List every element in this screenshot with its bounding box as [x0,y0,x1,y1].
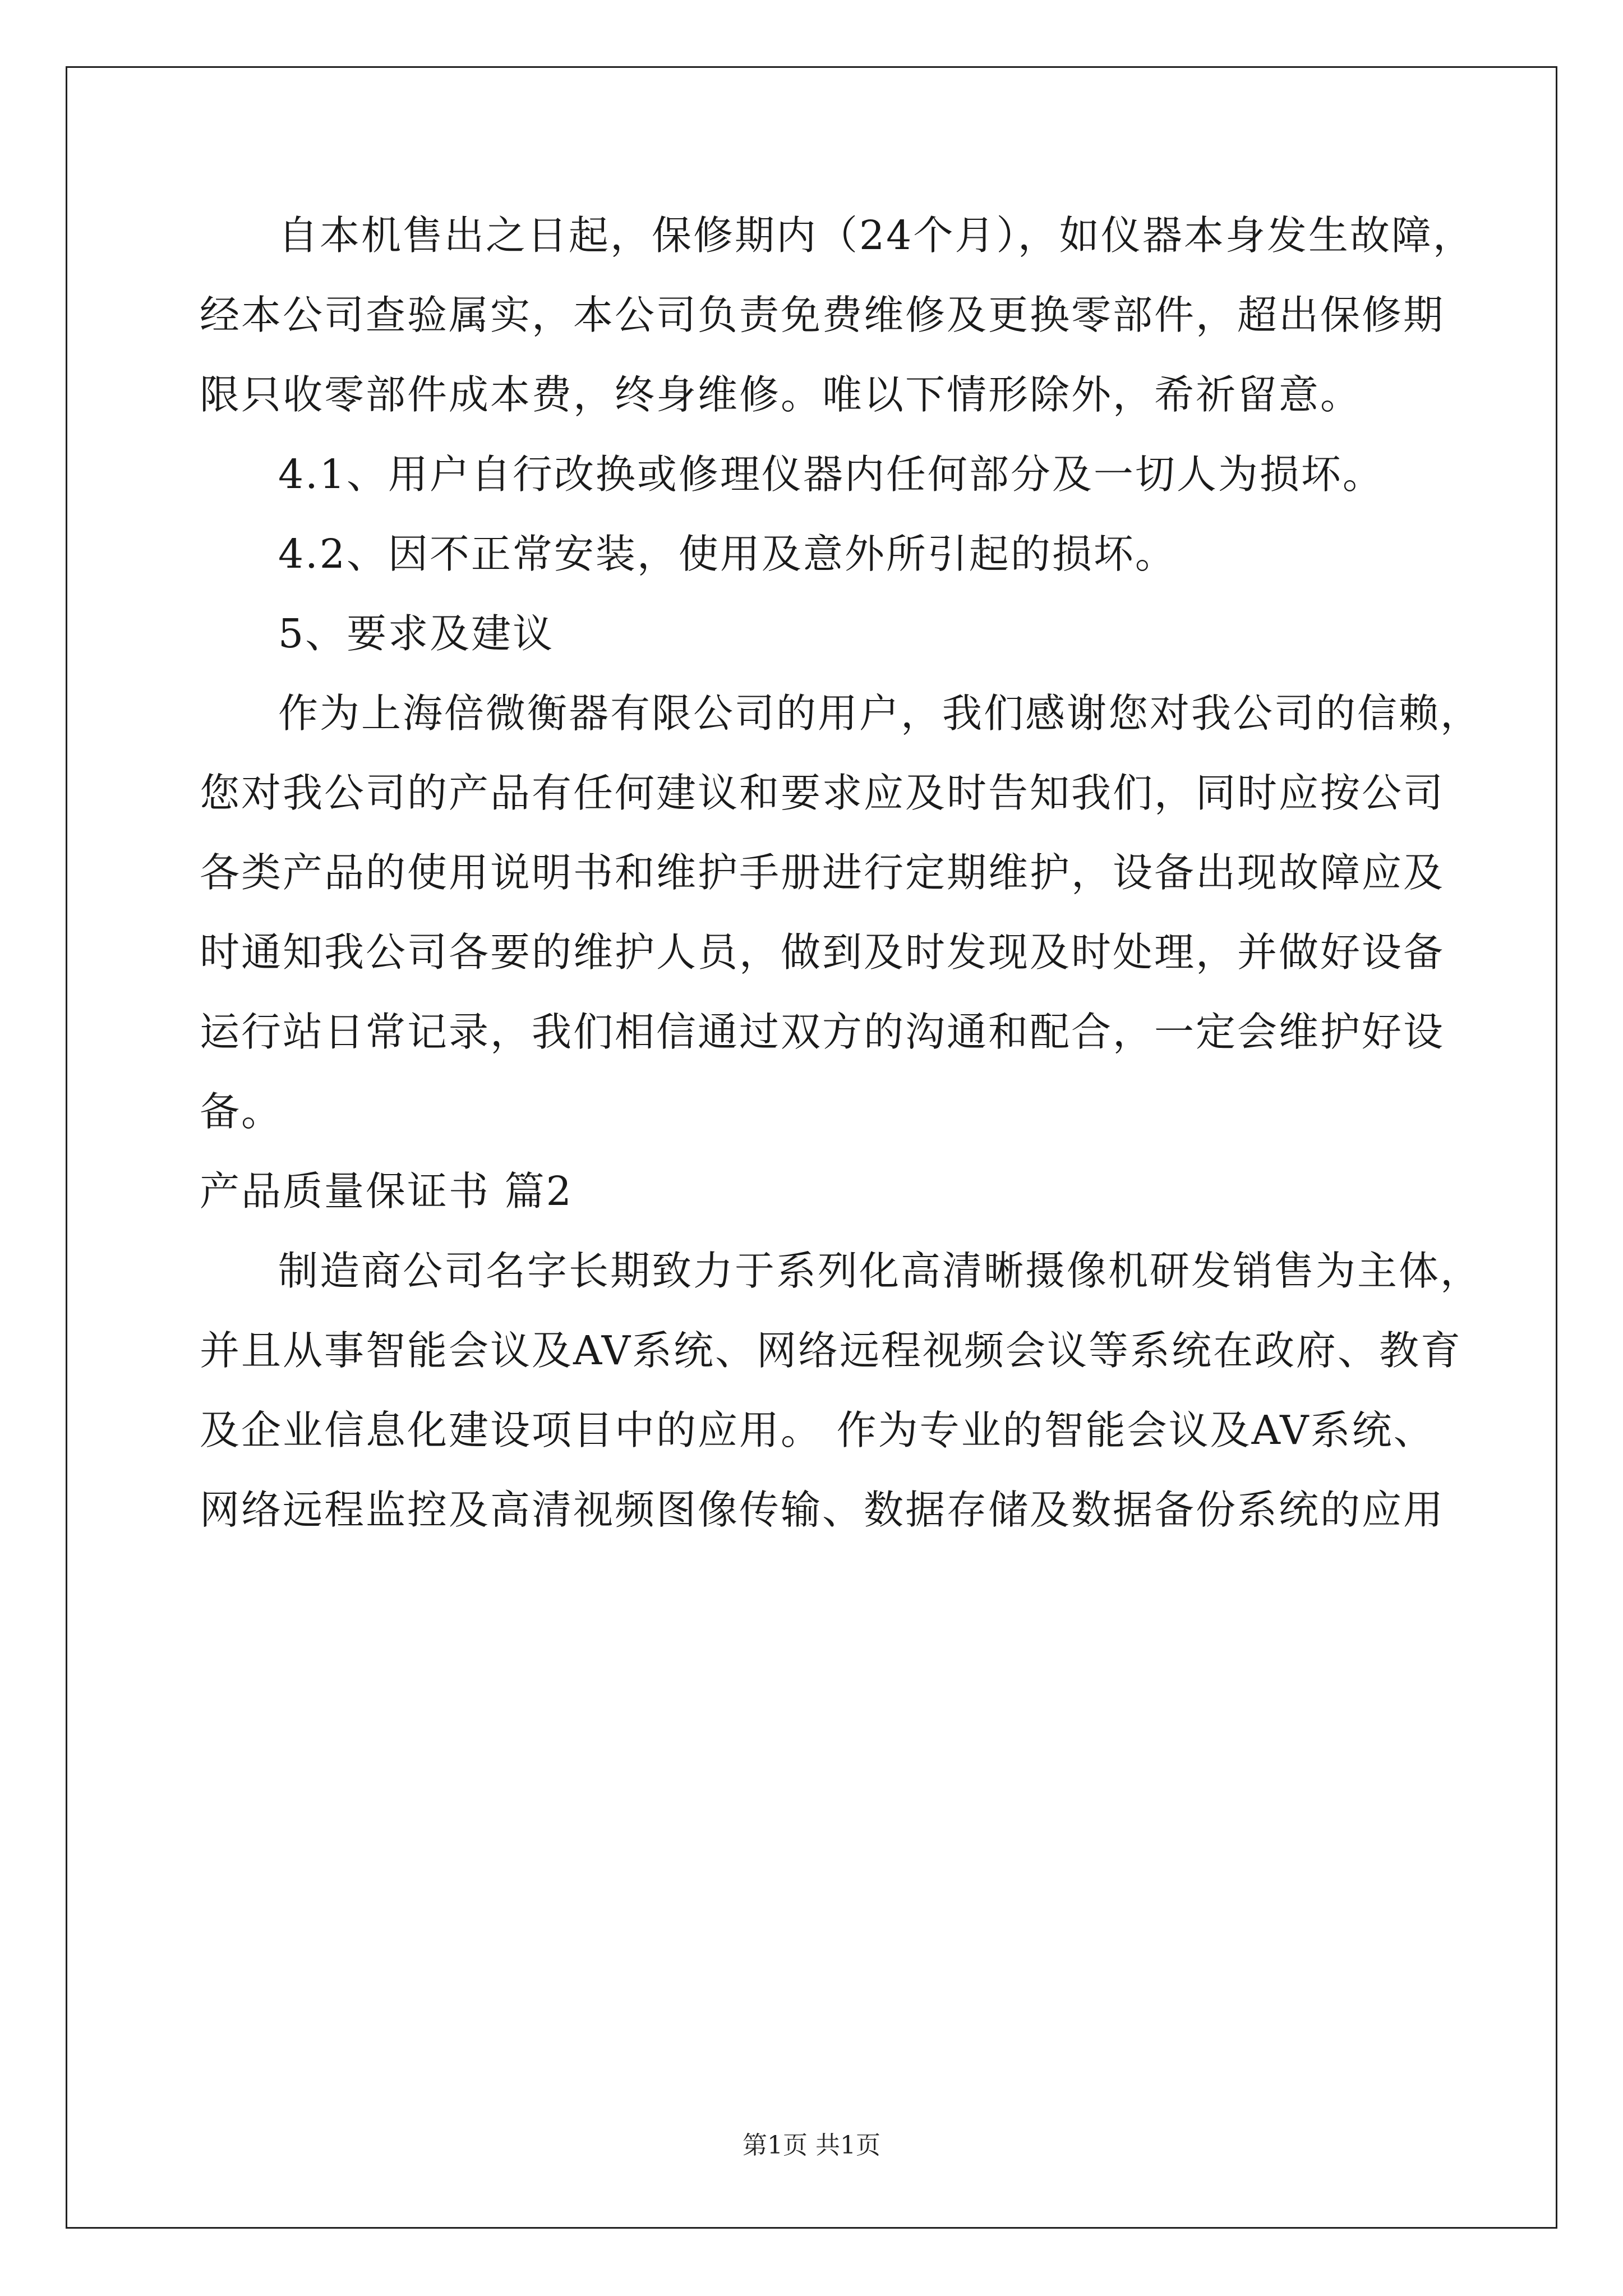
paragraph-suggestions-line-2: 您对我公司的产品有任何建议和要求应及时告知我们，同时应按公司 [200,770,1445,816]
paragraph-suggestions-line-4: 时通知我公司各要的维护人员，做到及时发现及时处理，并做好设备 [200,929,1445,976]
section-title-part-2: 产品质量保证书 篇2 [200,1168,573,1214]
paragraph-suggestions-line-1: 作为上海倍微衡器有限公司的用户，我们感谢您对我公司的信赖， [278,690,1482,737]
paragraph-company-line-3: 及企业信息化建设项目中的应用。 作为专业的智能会议及AV系统、 [200,1407,1435,1453]
paragraph-company-line-4: 网络远程监控及高清视频图像传输、数据存储及数据备份系统的应用 [200,1487,1445,1533]
section-heading-5: 5、要求及建议 [278,610,555,657]
paragraph-company-line-1: 制造商公司名字长期致力于系列化高清晰摄像机研发销售为主体， [278,1248,1482,1294]
paragraph-suggestions-line-5: 运行站日常记录，我们相信通过双方的沟通和配合，一定会维护好设 [200,1009,1445,1055]
paragraph-warranty-line-1: 自本机售出之日起，保修期内（24个月），如仪器本身发生故障， [278,212,1474,259]
paragraph-suggestions-line-6: 备。 [200,1088,283,1135]
paragraph-suggestions-line-3: 各类产品的使用说明书和维护手册进行定期维护，设备出现故障应及 [200,849,1445,896]
paragraph-warranty-line-2: 经本公司查验属实，本公司负责免费维修及更换零部件，超出保修期 [200,292,1445,338]
exclusion-item-4-1: 4.1、用户自行改换或修理仪器内任何部分及一切人为损坏。 [278,451,1384,498]
paragraph-company-line-2: 并且从事智能会议及AV系统、网络远程视频会议等系统在政府、教育 [200,1327,1463,1374]
exclusion-item-4-2: 4.2、因不正常安装，使用及意外所引起的损坏。 [278,531,1177,577]
page-number-footer: 第1页 共1页 [743,2131,880,2160]
paragraph-warranty-line-3: 限只收零部件成本费，终身维修。唯以下情形除外，希祈留意。 [200,371,1362,418]
